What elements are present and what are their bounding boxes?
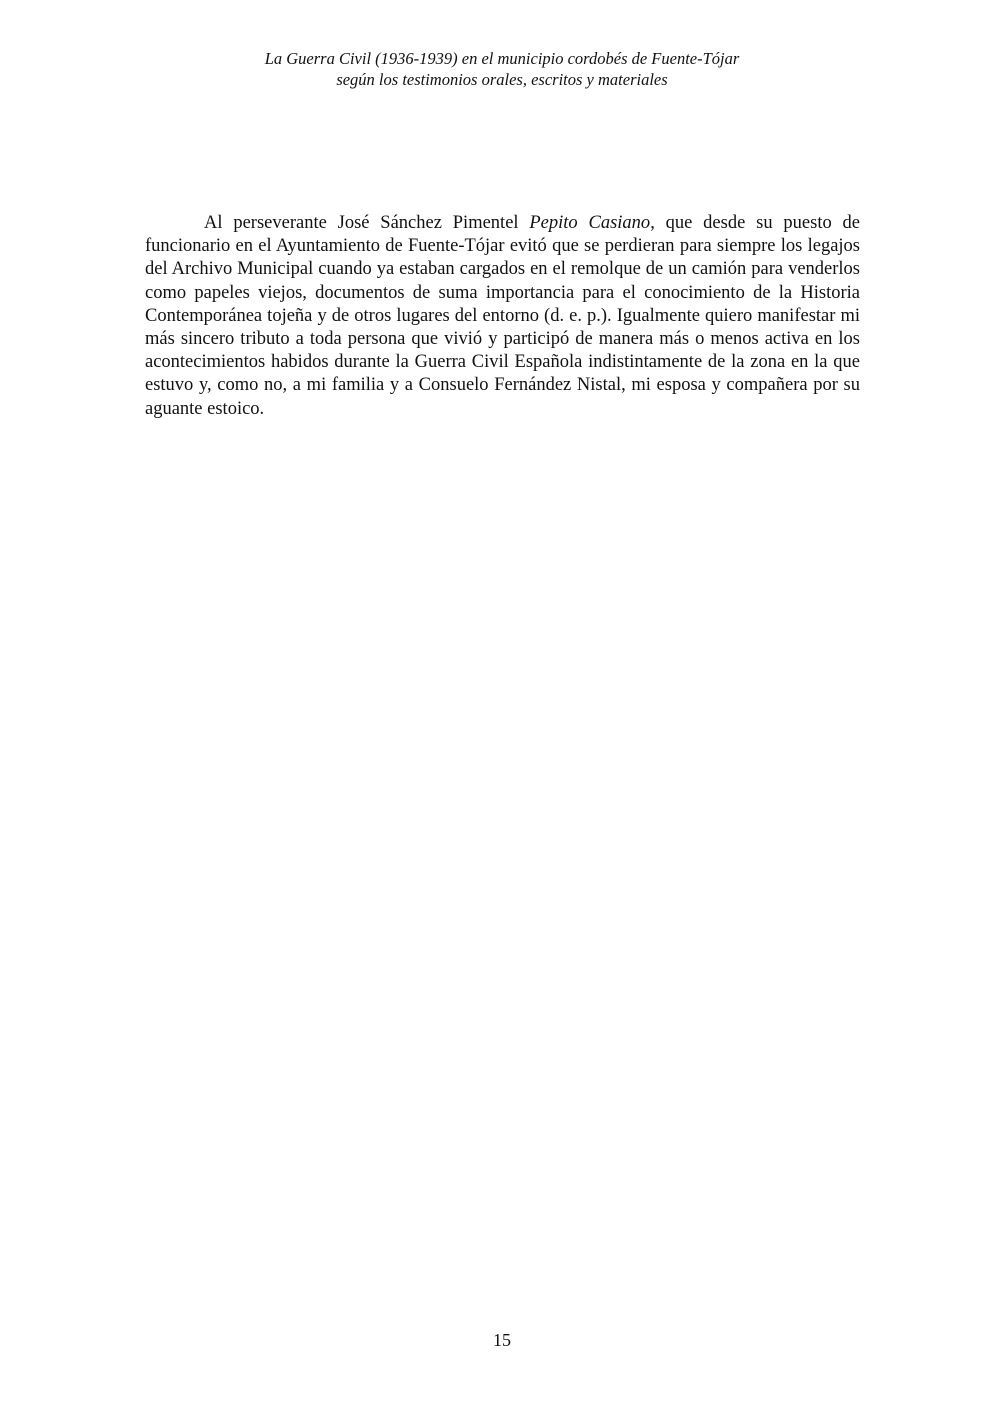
nickname-italic: Pepito Casiano — [529, 213, 651, 233]
page-number: 15 — [493, 1330, 511, 1350]
running-header — [0, 48, 1004, 90]
dedication-paragraph — [145, 212, 860, 421]
paragraph-text-start: Al perseverante José Sánchez Pimentel — [204, 213, 530, 233]
running-header-subtitle: según los testimonios orales, escritos y materiales — [336, 70, 668, 89]
running-header-title: La Guerra Civil (1936-1939) en el municipio cordobés de Fuente-Tójar — [264, 49, 740, 68]
paragraph-text-end: , que desde su puesto de funcionario en el Ayuntamiento de Fuente-Tójar evitó que se perdieran para siempre los legajos del Archivo Municipal cuando ya estaban cargados en el remolque de un camión para venderlos como papeles viejos, documentos de suma importancia para el conocimiento de la Historia Contemporánea tojeña y de otros lugares del entorno (d. e. p.). Igualmente quiero manifestar mi más sincero tributo a toda persona que vivió y participó de manera más o menos activa en los acontecimientos habidos durante la Guerra Civil Española indistintamente de la zona en la que estuvo y, como no, a mi familia y a Consuelo Fernández Nistal, mi esposa y compañera por su aguante estoico. — [145, 213, 860, 419]
